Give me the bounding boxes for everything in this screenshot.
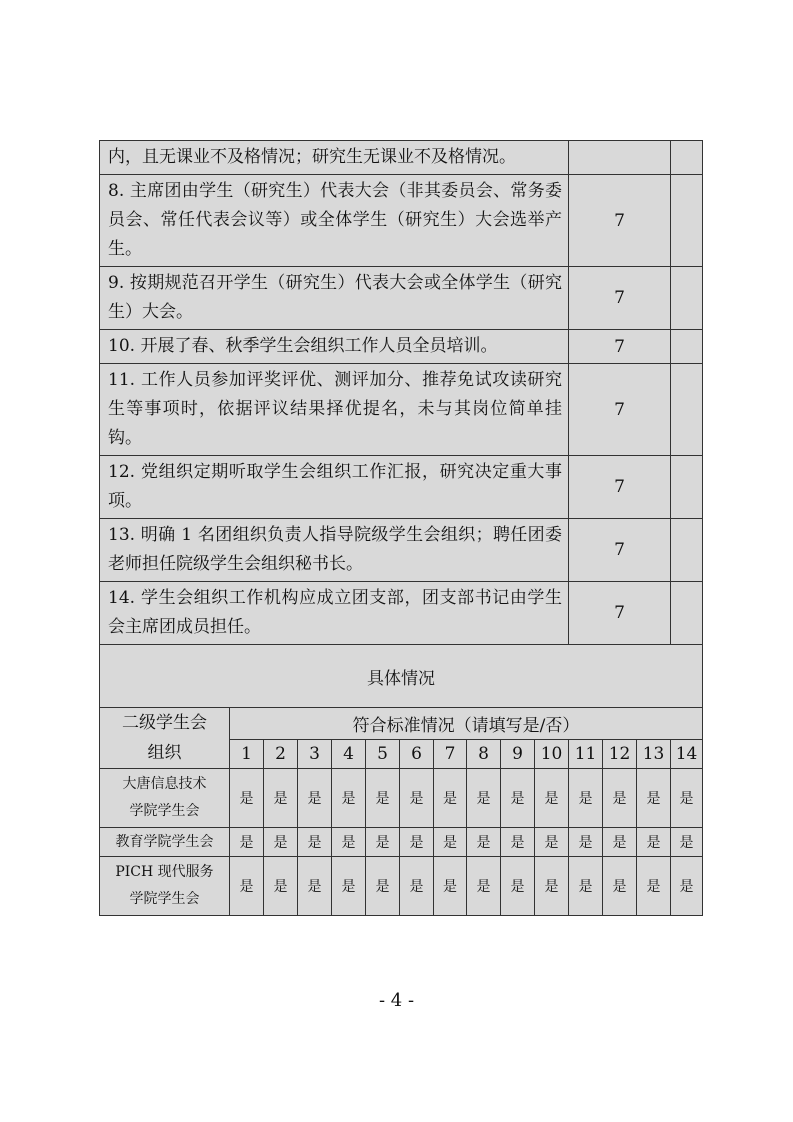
criterion-blank-cell (671, 141, 703, 175)
compliance-value: 是 (671, 857, 703, 916)
criterion-text: 14. 学生会组织工作机构应成立团支部，团支部书记由学生会主席团成员担任。 (100, 582, 569, 645)
compliance-value: 是 (434, 769, 467, 828)
compliance-value: 是 (637, 769, 671, 828)
compliance-header: 符合标准情况（请填写是/否） (230, 708, 703, 740)
column-number: 11 (569, 739, 603, 768)
criterion-row (100, 267, 703, 330)
criterion-row (100, 456, 703, 519)
criterion-text: 10. 开展了春、秋季学生会组织工作人员全员培训。 (100, 330, 569, 364)
criterion-text: 12. 党组织定期听取学生会组织工作汇报，研究决定重大事项。 (100, 456, 569, 519)
criterion-row (100, 330, 703, 364)
column-number: 7 (434, 739, 467, 768)
column-number: 10 (535, 739, 569, 768)
compliance-value: 是 (467, 857, 501, 916)
compliance-value: 是 (671, 828, 703, 857)
criterion-score: 7 (569, 456, 671, 519)
compliance-value: 是 (264, 857, 298, 916)
criterion-text: 内，且无课业不及格情况；研究生无课业不及格情况。 (100, 141, 569, 175)
compliance-value: 是 (434, 857, 467, 916)
criterion-blank-cell (671, 330, 703, 364)
compliance-value: 是 (264, 769, 298, 828)
criterion-score: 7 (569, 330, 671, 364)
column-number: 8 (467, 739, 501, 768)
org-row (100, 857, 703, 916)
compliance-value: 是 (535, 769, 569, 828)
org-name-line1: 教育学院学生会 (115, 833, 214, 850)
org-name (100, 828, 230, 857)
criterion-score: 7 (569, 519, 671, 582)
page-number: - 4 - (378, 990, 415, 1011)
criterion-blank-cell (671, 364, 703, 456)
column-number: 6 (400, 739, 434, 768)
org-name-line2: 学院学生会 (129, 891, 200, 907)
section-title: 具体情况 (100, 645, 703, 708)
compliance-value: 是 (332, 828, 366, 857)
compliance-value: 是 (501, 769, 535, 828)
criterion-blank-cell (671, 582, 703, 645)
compliance-value: 是 (569, 828, 603, 857)
org-name-line1: 大唐信息技术 (122, 776, 207, 792)
criterion-text: 8. 主席团由学生（研究生）代表大会（非其委员会、常务委员会、常任代表会议等）或全体学生（研究生）大会选举产生。 (100, 175, 569, 267)
criteria-table (99, 140, 703, 916)
criterion-row (100, 175, 703, 267)
criterion-score (569, 141, 671, 175)
org-name (100, 857, 230, 916)
compliance-value: 是 (467, 769, 501, 828)
org-name-line1: PICH 现代服务 (115, 864, 214, 880)
criterion-row (100, 519, 703, 582)
compliance-value: 是 (298, 769, 332, 828)
column-number: 5 (366, 739, 400, 768)
criterion-blank-cell (671, 456, 703, 519)
section-title-row (100, 645, 703, 708)
org-name-line2: 学院学生会 (129, 803, 200, 819)
criterion-text: 11. 工作人员参加评奖评优、测评加分、推荐免试攻读研究生等事项时，依据评议结果择优提名，未与其岗位简单挂钩。 (100, 364, 569, 456)
org-header-line1: 二级学生会 (122, 713, 207, 733)
criterion-score: 7 (569, 175, 671, 267)
compliance-value: 是 (501, 857, 535, 916)
criterion-text: 9. 按期规范召开学生（研究生）代表大会或全体学生（研究生）大会。 (100, 267, 569, 330)
header-row (100, 708, 703, 740)
column-number: 13 (637, 739, 671, 768)
org-header-line2: 组织 (147, 743, 182, 763)
compliance-value: 是 (298, 828, 332, 857)
criterion-score: 7 (569, 364, 671, 456)
org-row (100, 828, 703, 857)
compliance-value: 是 (298, 857, 332, 916)
compliance-value: 是 (535, 828, 569, 857)
compliance-value: 是 (400, 857, 434, 916)
criterion-score: 7 (569, 582, 671, 645)
compliance-value: 是 (332, 769, 366, 828)
criterion-row (100, 364, 703, 456)
compliance-value: 是 (434, 828, 467, 857)
compliance-value: 是 (400, 828, 434, 857)
criterion-blank-cell (671, 267, 703, 330)
column-number: 4 (332, 739, 366, 768)
criterion-score: 7 (569, 267, 671, 330)
org-name (100, 769, 230, 828)
compliance-value: 是 (467, 828, 501, 857)
compliance-value: 是 (230, 857, 264, 916)
compliance-value: 是 (230, 769, 264, 828)
org-header (100, 708, 230, 769)
compliance-value: 是 (603, 857, 637, 916)
compliance-value: 是 (569, 769, 603, 828)
column-number: 14 (671, 739, 703, 768)
org-row (100, 769, 703, 828)
compliance-value: 是 (366, 857, 400, 916)
compliance-value: 是 (400, 769, 434, 828)
compliance-value: 是 (264, 828, 298, 857)
column-number: 3 (298, 739, 332, 768)
criterion-row (100, 582, 703, 645)
compliance-value: 是 (501, 828, 535, 857)
criterion-blank-cell (671, 175, 703, 267)
compliance-value: 是 (603, 769, 637, 828)
criterion-row (100, 141, 703, 175)
column-number: 9 (501, 739, 535, 768)
compliance-value: 是 (569, 857, 603, 916)
column-number: 2 (264, 739, 298, 768)
compliance-value: 是 (671, 769, 703, 828)
compliance-value: 是 (366, 828, 400, 857)
compliance-value: 是 (366, 769, 400, 828)
compliance-value: 是 (332, 857, 366, 916)
criterion-text: 13. 明确 1 名团组织负责人指导院级学生会组织；聘任团委老师担任院级学生会组织秘书长。 (100, 519, 569, 582)
compliance-value: 是 (230, 828, 264, 857)
compliance-value: 是 (637, 857, 671, 916)
compliance-value: 是 (535, 857, 569, 916)
compliance-value: 是 (603, 828, 637, 857)
criterion-blank-cell (671, 519, 703, 582)
column-number: 12 (603, 739, 637, 768)
compliance-value: 是 (637, 828, 671, 857)
column-number: 1 (230, 739, 264, 768)
